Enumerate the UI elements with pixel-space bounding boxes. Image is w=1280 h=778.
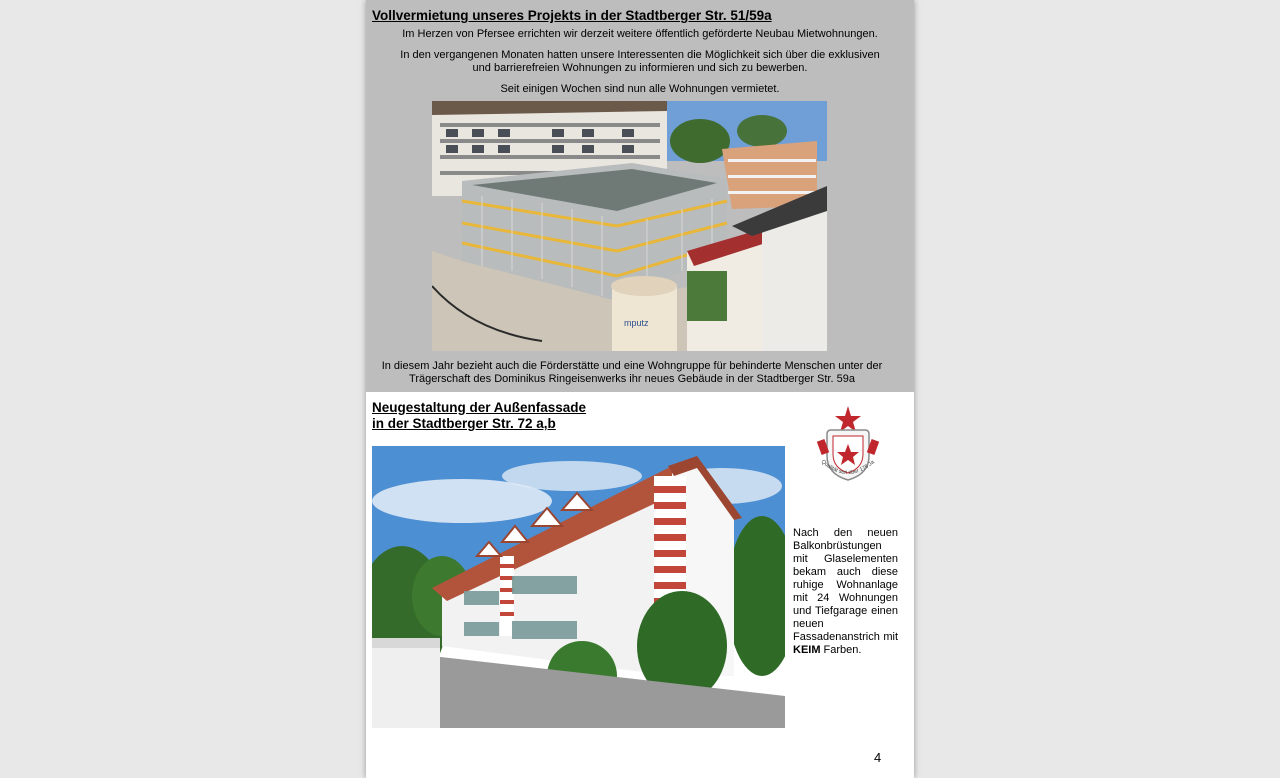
facade-description — [793, 527, 898, 657]
facility-line-2: Trägerschaft des Dominikus Ringeisenwerks ihr neues Gebäude in der Stadtberger Str. 59a — [409, 373, 855, 385]
project-info-line-1: In den vergangenen Monaten hatten unsere Interessenten die Möglichkeit sich über die exklusiven — [400, 49, 880, 61]
company-crest-logo — [813, 404, 883, 488]
facade-heading-line-1: Neugestaltung der Außenfassade — [372, 400, 587, 415]
project-heading: Vollvermietung unseres Projekts in der Stadtberger Str. 51/59a — [372, 8, 772, 23]
keim-brand-text: KEIM — [793, 644, 821, 656]
facade-description-end: Farben. — [820, 644, 862, 656]
facade-description-text: Nach den neuen Balkonbrüstungen mit Glaselementen bekam auch diese ruhige Wohnanlage mit 24 Wohnungen und Tiefgarage einen neuen Fassadenanstrich mit — [793, 527, 898, 643]
facility-line-1: In diesem Jahr bezieht auch die Förderstätte und eine Wohngruppe für behinderte Menschen unter der — [381, 360, 883, 372]
apartment-building-photo — [372, 446, 785, 728]
silo-brand-text: mputz — [624, 318, 649, 328]
page-number: 4 — [874, 750, 882, 765]
facade-heading-line-2: in der Stadtberger Str. 72 a,b — [372, 416, 556, 431]
crest-caption: Qualität seit über 175 Ja — [819, 459, 876, 477]
facade-heading — [372, 400, 586, 432]
project-section — [366, 0, 914, 392]
project-info-text — [366, 49, 914, 75]
project-info-line-2: und barrierefreien Wohnungen zu informieren und sich zu bewerben. — [472, 62, 808, 74]
project-intro-text: Im Herzen von Pfersee errichten wir derzeit weitere öffentlich geförderte Neubau Mietwohnungen. — [402, 28, 878, 40]
construction-site-photo — [432, 101, 827, 351]
facility-text — [366, 360, 898, 386]
project-rented-text: Seit einigen Wochen sind nun alle Wohnungen vermietet. — [500, 83, 780, 95]
document-page — [366, 0, 914, 778]
